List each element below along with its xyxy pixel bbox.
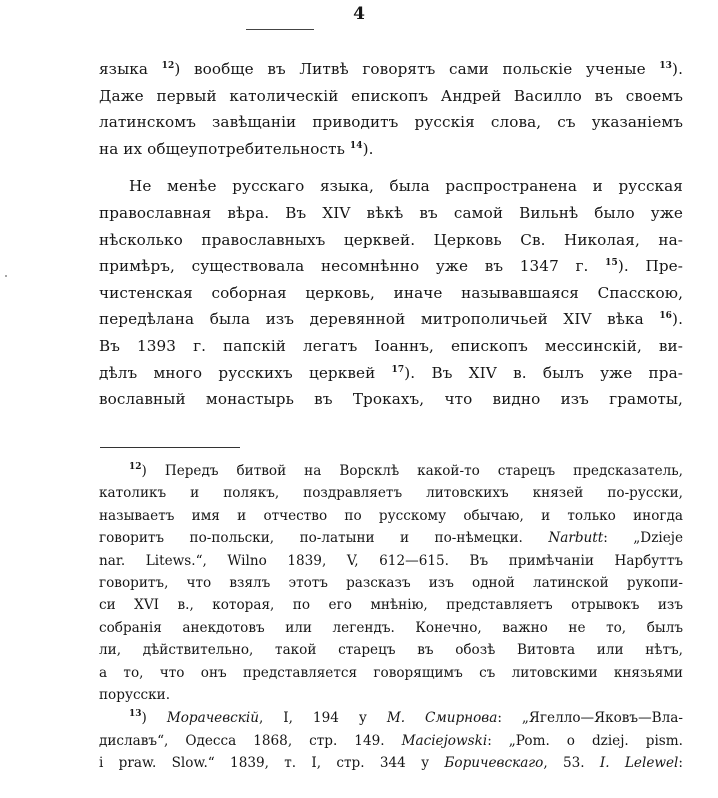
footnote-12 [99,460,683,482]
text: дѣлъ много русскихъ церквей [99,363,392,382]
text-line: православная вѣра. Въ XIV вѣкѣ въ самой Вильнѣ было уже [99,203,683,222]
footnote-line [99,752,683,774]
text-line [99,253,683,280]
footnote-ref[interactable]: 13 [659,61,673,71]
text: i praw. Slow.“ 1839, т. I, стр. 344 у [99,755,445,772]
footnote-line [99,527,683,549]
footnote-line: си XVI в., которая, по его мнѣнію, представляетъ отрывокъ изъ [99,597,683,614]
text-line [99,306,683,333]
text: : „Ягелло—Яковъ—Вла- [497,710,683,727]
author-name: Морачевскій [166,710,259,727]
text: : „Dzieje [603,530,684,547]
text: диславъ“, Одесса 1868, стр. 149. [99,732,402,749]
text: ). [672,60,683,78]
text-line: вославный монастырь въ Трокахъ, что видно изъ грамоты, [99,390,683,409]
text-line [99,136,683,163]
text: ). Въ XIV в. былъ уже пра- [404,363,683,382]
text: , I, 194 у [258,710,387,727]
text: ). Пре- [617,257,683,276]
text: ). [362,139,374,158]
text: ) вообще въ Литвѣ говорятъ сами польскіе ученые [174,60,660,78]
footnote-separator [100,447,240,448]
text-line [99,360,683,387]
text-line: Въ 1393 г. папскій легатъ Іоаннъ, епископъ мессинскій, ви- [99,336,683,355]
page-number-rule [246,29,314,30]
text: ) [141,710,167,727]
footnote-line: собранія анекдотовъ или легендъ. Конечно, важно не то, былъ [99,619,683,636]
text: , 53. [543,755,600,772]
text-line: Даже первый католическій епископъ Андрей Василло въ своемъ [99,86,683,105]
text: : [678,755,683,772]
author-name: Maciejowski [401,732,488,749]
footnote-line: nar. Litews.“, Wilno 1839, V, 612—615. Въ примѣчаніи Нарбуттъ [99,552,683,569]
text: ). [672,310,683,329]
text: : „Pom. o dziej. pism. [487,732,683,749]
text: языка [99,60,162,78]
text-line: чистенская соборная церковь, иначе называвшаяся Спасскою, [99,283,683,302]
author-name: Narbutt [548,530,604,547]
footnote-ref[interactable]: 16 [659,311,673,322]
author-name: I. Lelewel [599,755,679,772]
scan-speck [5,275,7,277]
text-line: латинскомъ завѣщаніи приводитъ русскія слова, съ указаніемъ [99,113,683,132]
footnote-ref[interactable]: 12 [161,61,175,71]
footnote-line: ли, дѣйствительно, такой старецъ въ обозѣ Витовта или нѣтъ, [99,642,683,659]
footnote-ref[interactable]: 15 [605,258,618,269]
paragraph-gap [99,162,683,173]
text: ) Передъ битвой на Ворсклѣ какой-то старецъ предсказатель, [141,463,683,479]
footnotes [99,460,683,774]
text: говоритъ по-польски, по-латыни и по-нѣмецки. [99,530,523,547]
footnote-line: а то, что онъ представляется говорящимъ съ литовскими князьями [99,664,683,681]
footnote-marker: 12 [129,462,142,472]
footnote-line: порусски. [99,686,171,703]
page-number: 4 [353,4,365,24]
text: примѣръ, существовала несомнѣнно уже въ 1347 г. [99,257,606,276]
footnote-ref[interactable]: 14 [349,140,363,151]
footnote-13 [99,707,683,729]
main-text [99,56,683,413]
text-line: нѣсколько православныхъ церквей. Церковь Св. Николая, на- [99,230,683,249]
author-name: М. Смирнова [386,710,498,727]
text-line: Не менѣе русскаго языка, была распространена и русская [129,177,683,196]
footnote-line: католикъ и полякъ, поздравляетъ литовскихъ князей по-русски, [99,485,683,502]
text: передѣлана была изъ деревянной митрополичьей XIV вѣка [99,310,660,329]
text-line [99,56,683,83]
footnote-ref[interactable]: 17 [391,364,405,375]
footnote-line: называетъ имя и отчество по русскому обычаю, и только иногда [99,507,683,524]
footnote-line [99,730,683,752]
footnote-marker: 13 [129,709,142,720]
author-name: Боричевскаго [444,755,544,772]
footnote-line: говоритъ, что взялъ этотъ разсказъ изъ одной латинской рукопи- [99,574,683,591]
text: на их общеупотребительность [99,139,350,158]
